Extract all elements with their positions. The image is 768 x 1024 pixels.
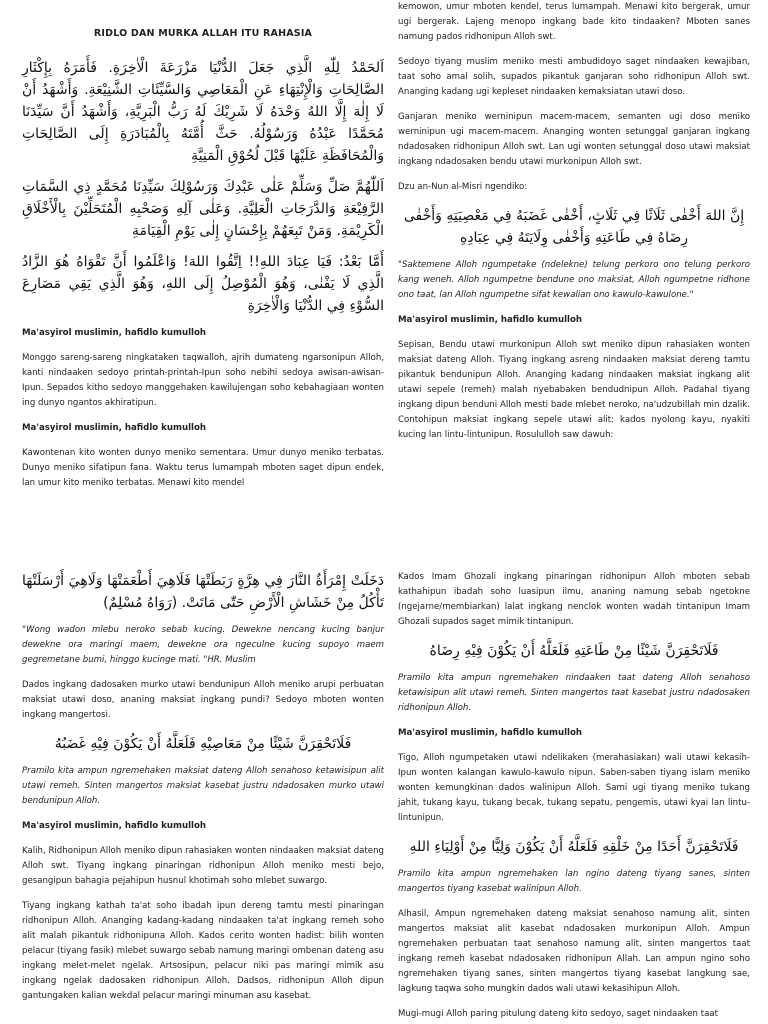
translation-italic: "Saktemene Alloh ngumpetake (ndelekne) telung perkoro ono telung perkoro kang weneh. Alloh ngumpetne bendune ono maksiat, Alloh ngumpetne ridhone ono taat, lan Alloh ngumpetne sifat kewalian ono kawulo-kawulone." [398, 260, 750, 300]
paragraph: kemowon, umur mboten kendel, terus lumampah. Menawi kito bergerak, umur ugi bergerak. Lajeng menopo ingkang bade kito tindaaken? Mboten sanes namung pados ridhonipun Alloh swt. [398, 2, 750, 42]
top-left-column [22, 28, 384, 528]
arabic-quote: فَلَاتَحْقِرَنَّ أَحَدًا مِنْ خَلْقِهِ فَلَعَلَّهُ أَنْ يَكُوْنَ وَلِيًّا مِنْ أَوْلِيَاءِ اللهِ [409, 839, 739, 855]
paragraph: Dados ingkang dadosaken murko utawi bendunipun Alloh meniko arupi perbuatan maksiat utawi doso, ananing maksiat ingkang pundi? Sedoyo mboten wonten ingkang mangertosi. [22, 680, 384, 720]
top-right-column [398, 0, 750, 500]
translation-italic: Pramilo kita ampun ngremehaken lan ngino dateng tiyang sanes, sinten mangertos tiyang kasebat walinipun Alloh. [398, 869, 750, 894]
section-heading: Ma'asyirol muslimin, hafidlo kumulloh [22, 423, 206, 433]
arabic-quote: إِنَّ اللهَ أَخْفٰى ثَلَاثًا فِي ثَلَاثٍ، أَخْفٰى غَضَبَهُ فِي مَعْصِيَتِهِ وَأَخْفٰى رِضَاهُ فِي طَاعَتِهِ وَأَخْفٰى وِلَايَتَهُ فِي عِبَادِهِ [403, 208, 745, 246]
paragraph: Dzu an-Nun al-Misri ngendiko: [398, 182, 528, 192]
paragraph: Mugi-mugi Alloh paring pitulung dateng kito sedoyo, saget nindaaken taat [398, 1009, 718, 1019]
arabic-hadith: دَخَلَتْ إِمْرَأَةٌ النَّارَ فِي هِرَّةٍ رَبَطَتْهَا فَلَاهِيَ أَطْعَمَتْهَا وَلَاهِيَ أَرْسَلَتْهَا تَأْكُلُ مِنْ خَشَاشِ الْأَرْضِ حَتّٰى مَاتَتْ. (رَوَاهُ مُسْلِمٌ) [22, 573, 384, 611]
paragraph: Tiyang ingkang kathah ta'at soho ibadah ipun dereng tamtu mesti pinaringan ridhonipun Alloh. Ananging kadang-kadang nindaaken ta'at ingkang remeh soho alit malah pikantuk ridhonipuna Alloh. Kados cerito wonten hadist: bilih wonten pelacur (tiyang fasik) mlebet suwargo sebab namung maringi ombenan dateng asu ingkang melet-melet ngelak. Artsosipun, pelacur niki pas maringi mimik asu ingkang ngelak dadosaken ridhonipun Alloh. Dadsos, ridhonipun Alloh dipun gantungaken kalian wekdal pelacur maringi minuman asu kasebat. [22, 901, 384, 1001]
translation-italic: Pramilo kita ampun ngremehaken maksiat dateng Alloh senahoso ketawisipun alit utawi remeh. Sinten mangertos maksiat kasebat justru ndadosaken murko utawi bendunipun Alloh. [22, 766, 384, 806]
paragraph: Ganjaran meniko werninipun macem-macem, semanten ugi doso meniko werninipun ugi macem-macem. Ananging wonten setunggal ganjaran ingkang ndadosaken ridhonipun Alloh swt. Lan ugi wonten setunggal doso utawi maksiat ingkang ndadosaken bendu utawi murkonipun Alloh swt. [398, 112, 750, 167]
document-title: RIDLO DAN MURKA ALLAH ITU RAHASIA [93, 28, 313, 39]
translation-italic: Pramilo kita ampun ngremehaken nindaaken taat dateng Alloh senahoso ketawisipun alit utawi remeh. Sinten mangertos taat kasebat justru ndadosaken ridhonipun Alloh. [398, 673, 750, 713]
translation-italic: "Wong wadon mlebu neroko sebab kucing. Dewekne nencang kucing banjur dewekne ora maringi maem, dewekne ora ngeculne kucing supoyo maem gegremetane bumi, hinggo kucinge mati. "HR. Muslim [22, 625, 384, 665]
arabic-amma-badu: أَمَّا بَعْدُ: فَيَا عِبَادَ اللهِ!! اِتَّقُوا اللهَ! وَاعْلَمُوا أَنَّ تَقْوَاهُ هُوَ الزَّادُ الَّذِي لَا يَفْنٰى، وَهُوَ الْمُوْصِلُ إِلَى اللهِ، وَهُوَ الَّذِي يَقِي مَصَارِعَ السُّوْءِ فِي الدُّنْيَا وَالْاٰخِرَةِ [22, 254, 384, 314]
arabic-opening-praise: اَلحَمْدُ لِلّٰهِ الَّذِي جَعَلَ الدُّنْيَا مَزْرَعَةَ الْاٰخِرَةِ. فَأَمَرَهُ بِإِكْثَارِ الصَّالِحَاتِ وَالْإِنْتِهَاءِ عَنِ الْمَعَاصِي وَالسَّيِّئَاتِ الشَّنِيْعَةِ. وَأَشْهَدُ أَنْ لَا إِلٰهَ إِلَّا اللهُ وَحْدَهُ لَا شَرِيْكَ لَهُ رَبُّ الْبَرِيَّةِ، وَأَشْهَدُ أَنَّ سَيِّدَنَا مُحَمَّدًا عَبْدُهُ وَرَسُوْلُهُ. حَثَّ أُمَّتَهُ بِالْمُبَادَرَةِ إِلَى الصَّالِحَاتِ وَالْمُحَافَظَةِ عَلَيْهَا قَبْلَ لُحُوْقِ الْمَنِيَّةِ [22, 60, 384, 164]
paragraph: Sepisan, Bendu utawi murkonipun Alloh swt meniko dipun rahasiaken wonten maksiat dateng Alloh. Tiyang ingkang asreng nindaaken maksiat dereng tamtu pikantuk bendunipun Alloh. Ananging kadang nindaaken maksiat ingkang alit utawi sepele (remeh) malah nyebabaken bendudnipun Alloh. Padahal tiyang ingkang dipun benduni Alloh mesti bade mlebet neroko, na'udzubillah min dzalik. Contohipun maksiat ingkang sepele utawi alit: kados nyolong kayu, nyakiti kucing lan lintu-lintunipun. Rosululloh saw dawuh: [398, 340, 750, 440]
paragraph: Kawontenan kito wonten dunyo meniko sementara. Umur dunyo meniko terbatas. Dunyo meniko sifatipun fana. Waktu terus lumampah mboten saget dipun endek, lan umur kito meniko terbatas. Menawi kito mendel [22, 448, 384, 488]
paragraph: Tigo, Alloh ngumpetaken utawi ndelikaken (merahasiakan) wali utawi kekasih-Ipun wonten kalangan kawulo-kawulo nipun. Saben-saben tiyang islam meniko wonten kemungkinan dados walinipun Alloh. Sami ugi tiyang meniko tukang jahit, tukang kayu, tukang becak, tukang sepatu, pengemis, utawi kyai lan lintu-lintunipun. [398, 753, 750, 823]
paragraph: Kados Imam Ghozali ingkang pinaringan ridhonipun Alloh mboten sebab kathahipun ibadah soho luasipun ilmu, ananing namung sebab ngetokne (ngejarne/membiarkan) lalat ingkang nenclok wonten wadah tintanipun Imam Ghozali supados saget mimik tintanipun. [398, 572, 750, 627]
section-heading: Ma'asyirol muslimin, hafidlo kumulloh [22, 821, 206, 831]
section-heading: Ma'asyirol muslimin, hafidlo kumulloh [398, 315, 582, 325]
paragraph: Alhasil, Ampun ngremehaken dateng maksiat senahoso namung alit, sinten mangertos maksiat alit kasebat ndadosaken murkonipun Alloh. Ampun ngremehaken perbuatan taat senahoso namung alit, sinten mangertos taat ingkang remeh kasebat ndadosaken ridhonipun Allah. Lan ampun ngino soho ngremehaken tiyang sanes, sinten mangertos tiyang kasebat langkung sae, lagkung taqwa soho mungkin dados wali utawi kekasihipun Alloh. [398, 909, 750, 994]
arabic-quote: فَلَاتَحْقِرَنَّ شَيْئًا مِنْ مَعَاصِيْهِ فَلَعَلَّهُ أَنْ يَكُوْنَ فِيْهِ غَضَبُهُ [54, 736, 352, 752]
bottom-right-column [398, 570, 750, 1024]
paragraph: Kalih, Ridhonipun Alloh meniko dipun rahasiaken wonten nindaaken maksiat dateng Alloh swt. Tiyang ingkang pinaringan ridhonipun Alloh meniko mesti bejo, gesangipun bahagia pejahipun husnul khotimah soho mlebet suwargo. [22, 846, 384, 886]
bottom-left-column [22, 570, 384, 1024]
section-heading: Ma'asyirol muslimin, hafidlo kumulloh [22, 328, 206, 338]
paragraph: Sedoyo tiyang muslim meniko mesti ambudidoyo saget nindaaken kewajiban, taat soho amal solih, supados pikantuk ganjaran soho ridhonipun Alloh swt. Ananging kadang ugi kepleset nindaaken kemaksiatan utawi doso. [398, 57, 750, 97]
section-heading: Ma'asyirol muslimin, hafidlo kumulloh [398, 728, 582, 738]
arabic-quote: فَلَاتَحْقِرَنَّ شَيْئًا مِنْ طَاعَتِهِ فَلَعَلَّهُ أَنْ يَكُوْنَ فِيْهِ رِضَاهُ [429, 643, 719, 659]
arabic-salawat: اَللّٰهُمَّ صَلِّ وَسَلِّمْ عَلٰى عَبْدِكَ وَرَسُوْلِكَ سَيِّدِنَا مُحَمَّدٍ ذِي السَّمَاتِ الرَّفِيْعَةِ وَالدَّرَجَاتِ الْعَلِيَّةِ. وَعَلٰى آلِهِ وَصَحْبِهِ الْمُتَحَلِّيْنَ بِالْأَخْلَاقِ الْكَرِيْمَةِ. وَمَنْ تَبِعَهُمْ بِإِحْسَانٍ إِلٰى يَوْمِ الْقِيَامَةِ [22, 179, 384, 239]
paragraph: Monggo sareng-sareng ningkataken taqwalloh, ajrih dumateng ngarsonipun Alloh, kanti nindaaken sedoyo printah-printah-Ipun soho nebihi sedoya awisan-awisan-Ipun. Sepados kitho sedoyo manggehaken kawilujengan soho kebahagiaan wonten ing dunyo ngantos akhiratipun. [22, 353, 384, 408]
